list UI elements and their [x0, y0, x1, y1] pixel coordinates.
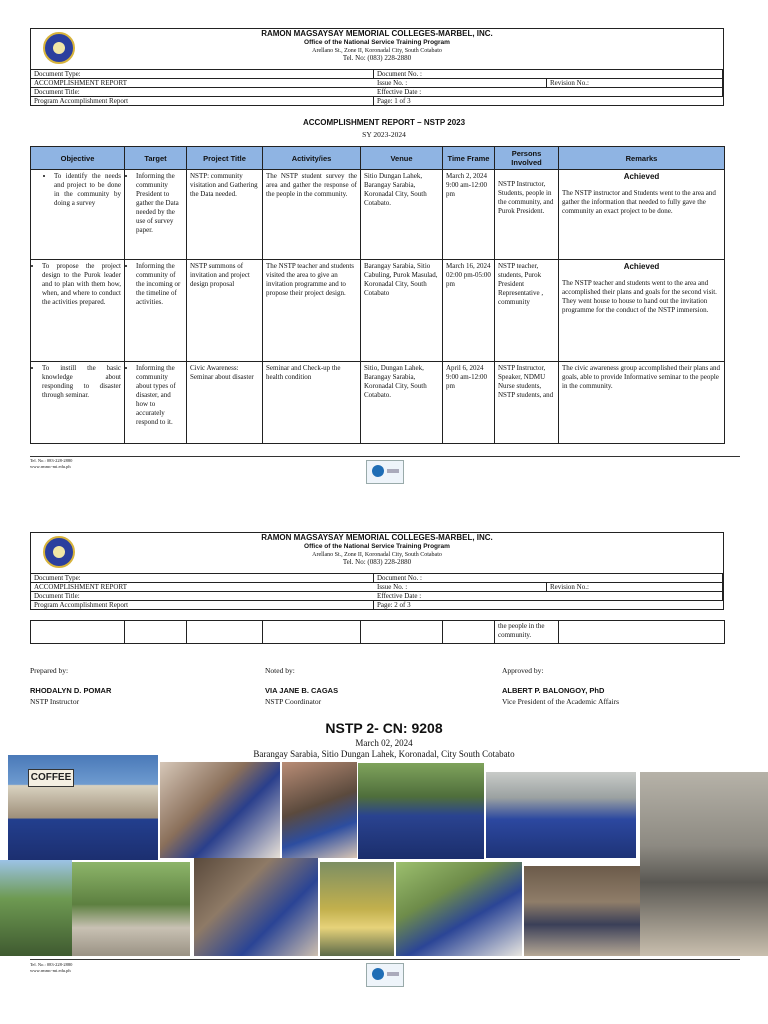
- school-name: RAMON MAGSAYSAY MEMORIAL COLLEGES-MARBEL, INC.: [261, 29, 493, 38]
- table-row: [31, 362, 725, 444]
- noted-by-name: VIA JANE B. CAGAS: [265, 686, 339, 695]
- approved-by-label: Approved by:: [502, 666, 544, 675]
- footer-divider: [30, 456, 740, 457]
- doc-no: Document No. :: [374, 574, 723, 583]
- remarks-cell: [559, 170, 725, 260]
- status-label: Achieved: [623, 262, 660, 271]
- gallery-place: Barangay Sarabia, Sitio Dungan Lahek, Koronadal, City South Cotabato: [253, 749, 515, 759]
- time-cell: March 2, 2024 9:00 am-12:00 pm: [443, 170, 495, 260]
- photo-porch: [524, 866, 640, 956]
- table-row: [31, 170, 725, 260]
- accomplishment-table: [30, 146, 725, 444]
- photo-interview-2: [282, 762, 357, 858]
- footer-contact: [30, 962, 72, 974]
- target-text: • Informing the community President to gather the Data needed by the use of survey paper.: [136, 172, 183, 235]
- school-tel: Tel. No: (083) 228-2880: [342, 53, 412, 62]
- office-name: Office of the National Service Training Program: [304, 39, 450, 46]
- status-label: Achieved: [623, 172, 660, 181]
- prepared-by-name: RHODALYN D. POMAR: [30, 686, 112, 695]
- document-header-page1: [30, 28, 724, 106]
- time-cell: April 6, 2024 9:00 am-12:00 pm: [443, 362, 495, 444]
- continuation-table: [30, 620, 725, 644]
- coffee-sign: COFFEE: [28, 769, 74, 787]
- target-cell: [125, 170, 187, 260]
- objective-text: • To identify the needs and project to be done in the community by doing a survey: [54, 172, 121, 208]
- objective-cell: [31, 362, 125, 444]
- activity-cell: Seminar and Check-up the health condition: [263, 362, 361, 444]
- footer-divider: [30, 959, 740, 960]
- footer-tel: Tel. No.: 083-228-2880: [30, 962, 73, 967]
- photo-interview-1: [160, 762, 280, 858]
- remarks-text: The civic awareness group accomplished their plans and goals, able to provide Informative seminar to the people in the community.: [562, 364, 721, 390]
- gallery-title: NSTP 2- CN: 9208: [325, 720, 443, 736]
- col-remarks: Remarks: [559, 147, 725, 170]
- doc-type: ACCOMPLISHMENT REPORT: [31, 583, 374, 592]
- approved-by-name: ALBERT P. BALONGOY, PhD: [502, 686, 605, 695]
- target-text: • Informing the community about types of disaster, and how to accurately respond to it.: [136, 364, 183, 427]
- footer-web: www.rmmc-mi.edu.ph: [30, 464, 71, 469]
- persons-cell: NSTP teacher, students, Purok President Representative , community: [495, 260, 559, 362]
- persons-continued: the people in the community.: [495, 621, 559, 644]
- activity-cell: The NSTP teacher and students visited the area to give an invitation programme and to propose their project design.: [263, 260, 361, 362]
- objective-text: • To propose the project design to the Purok leader and to plan with them how, when, and where to conduct the activities prepared.: [42, 262, 121, 307]
- venue-cell: Sitio, Dungan Lahek, Barangay Sarabia, Koronadal City, South Cotabato.: [361, 362, 443, 444]
- page-number: Page: 1 of 3: [377, 97, 411, 105]
- target-text: • Informing the community of the incoming or the timeline of activities.: [136, 262, 183, 307]
- noted-by-role: NSTP Coordinator: [265, 697, 322, 706]
- venue-cell: Sitio Dungan Lahek, Barangay Sarabia, Koronadal City, South Cotabato.: [361, 170, 443, 260]
- school-address: Arellano St., Zone II, Koronadal City, South Cotabato: [312, 551, 442, 558]
- photo-group-2: [486, 772, 636, 858]
- photo-outdoor-1: [0, 860, 72, 956]
- photo-outdoor-2: [72, 862, 190, 956]
- office-name: Office of the National Service Training Program: [304, 543, 450, 550]
- certification-logo-icon: [366, 460, 404, 484]
- noted-by-label: Noted by:: [265, 666, 295, 675]
- table-header-row: [31, 147, 725, 170]
- gallery-date: March 02, 2024: [355, 738, 413, 748]
- project-cell: NSTP summons of invitation and project design proposal: [187, 260, 263, 362]
- effective-date: Effective Date :: [374, 88, 723, 97]
- doc-type: ACCOMPLISHMENT REPORT: [31, 79, 374, 88]
- certification-logo-icon: [366, 963, 404, 987]
- school-address: Arellano St., Zone II, Koronadal City, South Cotabato: [312, 47, 442, 54]
- persons-cell: NSTP Instructor, Speaker, NDMU Nurse students, NSTP students, and: [495, 362, 559, 444]
- venue-cell: Barangay Sarabia, Sitio Cabuling, Purok Masulad, Koronadal City, South Cotabato: [361, 260, 443, 362]
- doc-type-label: Document Type:: [31, 70, 374, 79]
- col-target: Target: [125, 147, 187, 170]
- objective-text: • To instill the basic knowledge about responding to disaster through seminar.: [42, 364, 121, 400]
- page-number: Page: 2 of 3: [377, 601, 411, 609]
- photo-group-1: [358, 763, 484, 859]
- target-cell: [125, 362, 187, 444]
- col-project-title: Project Title: [187, 147, 263, 170]
- col-time-frame: Time Frame: [443, 147, 495, 170]
- revision-no: Revision No.:: [547, 79, 723, 88]
- photo-coffee-shop: [8, 755, 158, 860]
- doc-title: Program Accomplishment Report: [31, 601, 374, 609]
- issue-no: Issue No. :: [374, 79, 547, 88]
- project-cell: NSTP: community visitation and Gathering the Data needed.: [187, 170, 263, 260]
- issue-no: Issue No. :: [374, 583, 547, 592]
- remarks-text: The NSTP teacher and students went to the area and accomplished their plans and goals for the second visit. They went house to house to hand out the invitation programme for the conduct of the NSTP immersion.: [562, 279, 717, 314]
- photo-house-visit: [640, 772, 768, 956]
- effective-date: Effective Date :: [374, 592, 723, 601]
- target-cell: [125, 260, 187, 362]
- prepared-by-label: Prepared by:: [30, 666, 69, 675]
- revision-no: Revision No.:: [547, 583, 723, 592]
- activity-cell: The NSTP student survey the area and gather the response of the people in the community.: [263, 170, 361, 260]
- col-persons: Persons Involved: [495, 147, 559, 170]
- prepared-by-role: NSTP Instructor: [30, 697, 80, 706]
- remarks-text: The NSTP instructor and Students went to the area and gather the information that needed to fully gave the community an exact project to be done.: [562, 189, 716, 215]
- doc-title-label: Document Title:: [31, 88, 374, 97]
- document-header-page2: [30, 532, 724, 610]
- report-title: ACCOMPLISHMENT REPORT – NSTP 2023: [302, 118, 466, 127]
- remarks-cell: [559, 260, 725, 362]
- approved-by-role: Vice President of the Academic Affairs: [502, 697, 620, 706]
- school-tel: Tel. No: (083) 228-2880: [342, 557, 412, 566]
- doc-type-label: Document Type:: [31, 574, 374, 583]
- table-row: [31, 621, 725, 644]
- school-name: RAMON MAGSAYSAY MEMORIAL COLLEGES-MARBEL, INC.: [261, 533, 493, 542]
- doc-title: Program Accomplishment Report: [31, 97, 374, 105]
- objective-cell: [31, 170, 125, 260]
- doc-title-label: Document Title:: [31, 592, 374, 601]
- table-row: [31, 260, 725, 362]
- persons-cell: NSTP Instructor, Students, people in the community, and Purok President.: [495, 170, 559, 260]
- doc-no: Document No. :: [374, 70, 723, 79]
- remarks-cell: [559, 362, 725, 444]
- objective-cell: [31, 260, 125, 362]
- photo-survey: [396, 862, 522, 956]
- footer-web: www.rmmc-mi.edu.ph: [30, 968, 71, 973]
- photo-elder-interview: [194, 858, 318, 956]
- school-year: SY 2023-2024: [362, 130, 406, 139]
- project-cell: Civic Awareness: Seminar about disaster: [187, 362, 263, 444]
- photo-writing: [320, 862, 394, 956]
- col-activities: Activity/ies: [263, 147, 361, 170]
- footer-tel: Tel. No.: 083-228-2880: [30, 458, 73, 463]
- col-objective: Objective: [31, 147, 125, 170]
- col-venue: Venue: [361, 147, 443, 170]
- footer-contact: [30, 458, 72, 470]
- time-cell: March 16, 2024 02:00 pm-05:00 pm: [443, 260, 495, 362]
